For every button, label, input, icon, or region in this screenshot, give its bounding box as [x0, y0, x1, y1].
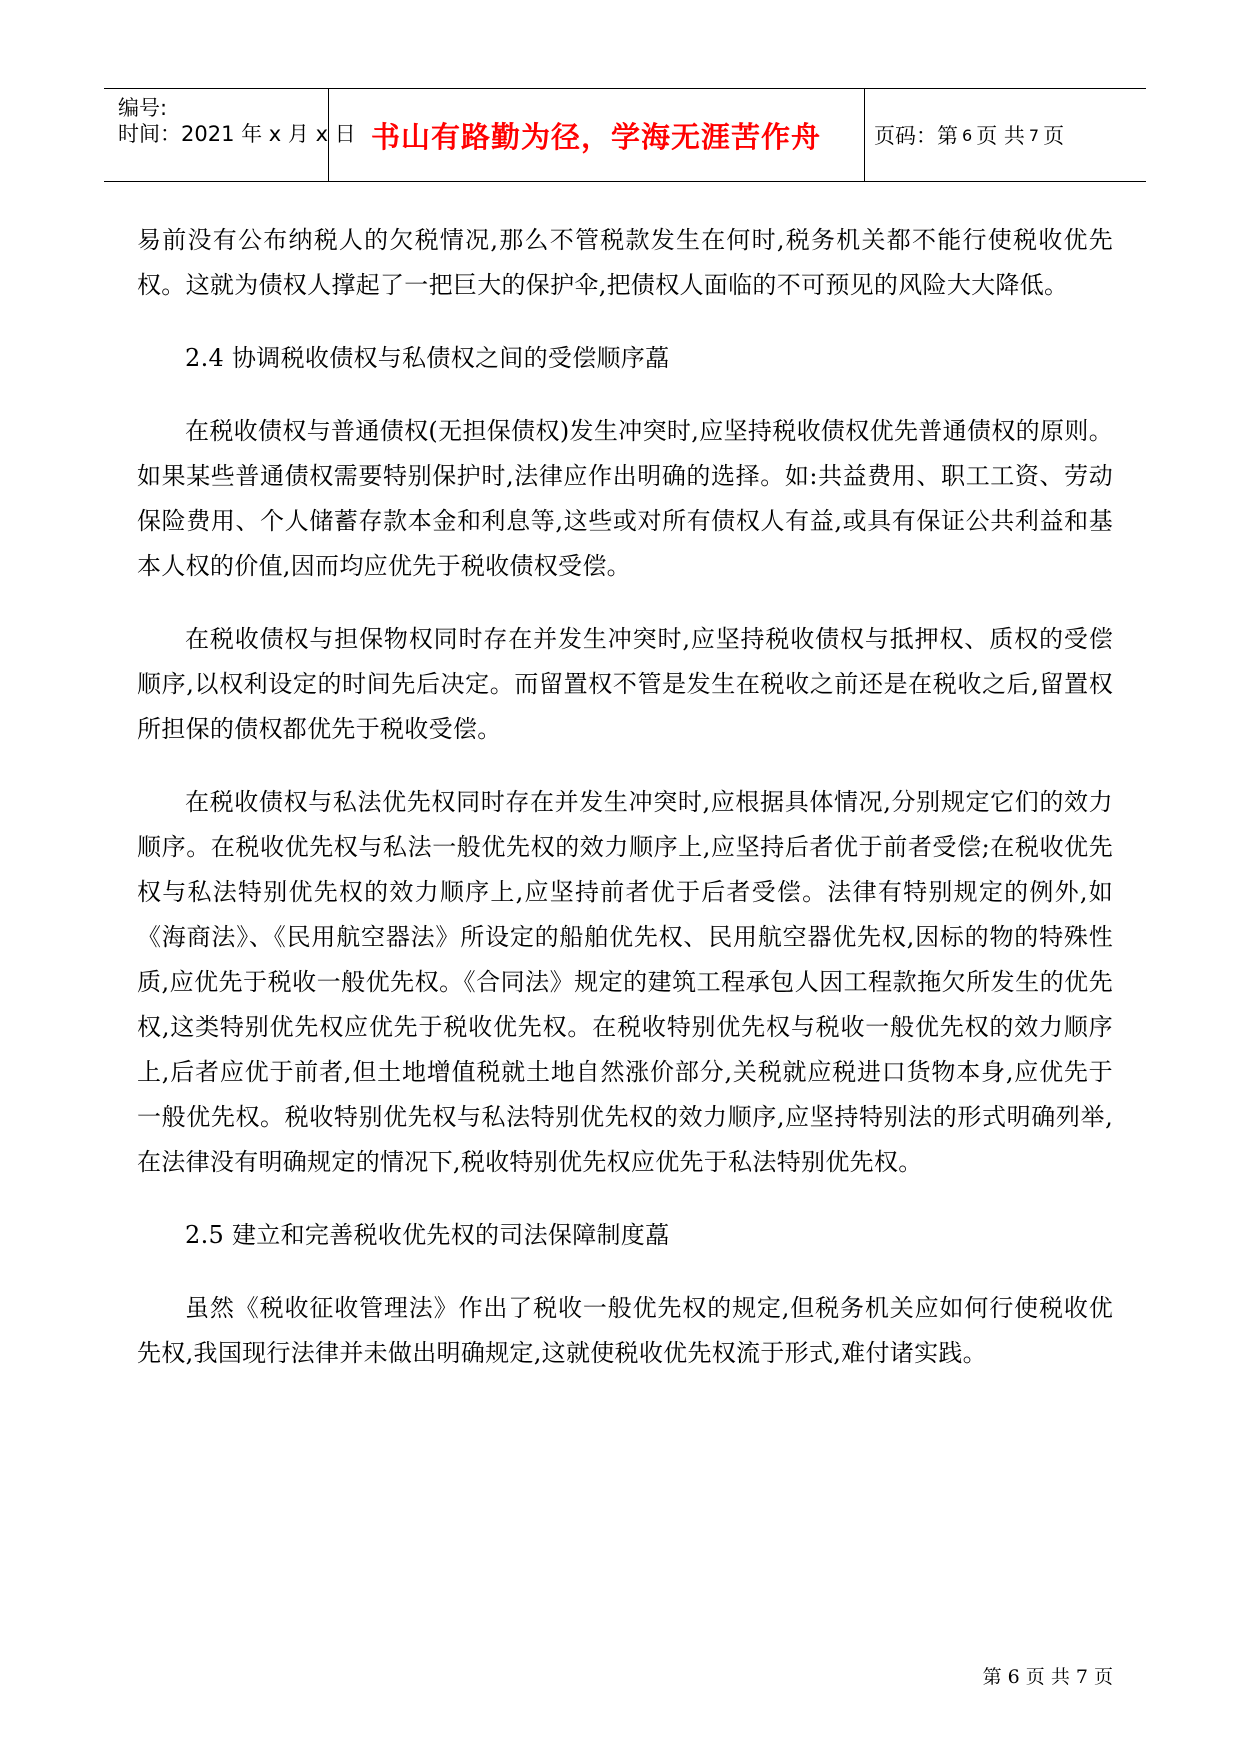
paragraph-general-creditor: 在税收债权与普通债权(无担保债权)发生冲突时,应坚持税收债权优先普通债权的原则。如果某些普通债权需要特别保护时,法律应作出明确的选择。如:共益费用、职工工资、劳动保险费用、个人储蓄存款本金和利息等,这些或对所有债权人有益,或具有保证公共利益和基本人权的价值,因而均应优先于税收债权受偿。: [137, 417, 1113, 580]
page-mid: 页 共: [976, 124, 1025, 148]
document-time-label: 时间：2021 年 x 月 x 日: [118, 122, 356, 146]
paragraph-judicial-safeguard: 虽然《税收征收管理法》作出了税收一般优先权的规定,但税务机关应如何行使税收优先权,我国现行法律并未做出明确规定,这就使税收优先权流于形式,难付诸实践。: [137, 1294, 1113, 1367]
document-number-label: 编号:: [118, 96, 168, 120]
page-current-number: 6: [962, 125, 973, 145]
paragraph-private-priority: 在税收债权与私法优先权同时存在并发生冲突时,应根据具体情况,分别规定它们的效力顺序。在税收优先权与私法一般优先权的效力顺序上,应坚持后者优于前者受偿;在税收优先权与私法特别优先权的效力顺序上,应坚持前者优于后者受偿。法律有特别规定的例外,如《海商法》、《民用航空器法》所设定的船舶优先权、民用航空器优先权,因标的物的特殊性质,应优先于税收一般优先权。《合同法》规定的建筑工程承包人因工程款拖欠所发生的优先权,这类特别优先权应优先于税收优先权。在税收特别优先权与税收一般优先权的效力顺序上,后者应优于前者,但土地增值税就土地自然涨价部分,关税就应税进口货物本身,应优先于一般优先权。税收特别优先权与私法特别优先权的效力顺序,应坚持特别法的形式明确列举,在法律没有明确规定的情况下,税收特别优先权应优先于私法特别优先权。: [137, 788, 1113, 1176]
page-footer: 第 6 页 共 7 页: [982, 1666, 1113, 1688]
header-motto: 书山有路勤为径，学海无涯苦作舟: [370, 119, 821, 154]
paragraph-continued: 易前没有公布纳税人的欠税情况,那么不管税款发生在何时,税务机关都不能行使税收优先权。这就为债权人撑起了一把巨大的保护伞,把债权人面临的不可预见的风险大大降低。: [137, 226, 1113, 299]
paragraph-security-interest: 在税收债权与担保物权同时存在并发生冲突时,应坚持税收债权与抵押权、质权的受偿顺序,以权利设定的时间先后决定。而留置权不管是发生在税收之前还是在税收之后,留置权所担保的债权都优先于税收受偿。: [137, 625, 1113, 743]
section-heading-2-5: 2.5 建立和完善税收优先权的司法保障制度藠: [185, 1221, 670, 1249]
header-divider-right: [864, 89, 865, 181]
document-body: [137, 218, 1113, 1376]
page-header: [104, 88, 1146, 182]
header-page-indicator: [874, 89, 1064, 181]
page-prefix: 页码：第: [874, 124, 958, 148]
page-total-number: 7: [1028, 125, 1040, 145]
section-heading-2-4: 2.4 协调税收债权与私债权之间的受偿顺序藠: [185, 344, 670, 372]
page-suffix: 页: [1043, 124, 1065, 148]
